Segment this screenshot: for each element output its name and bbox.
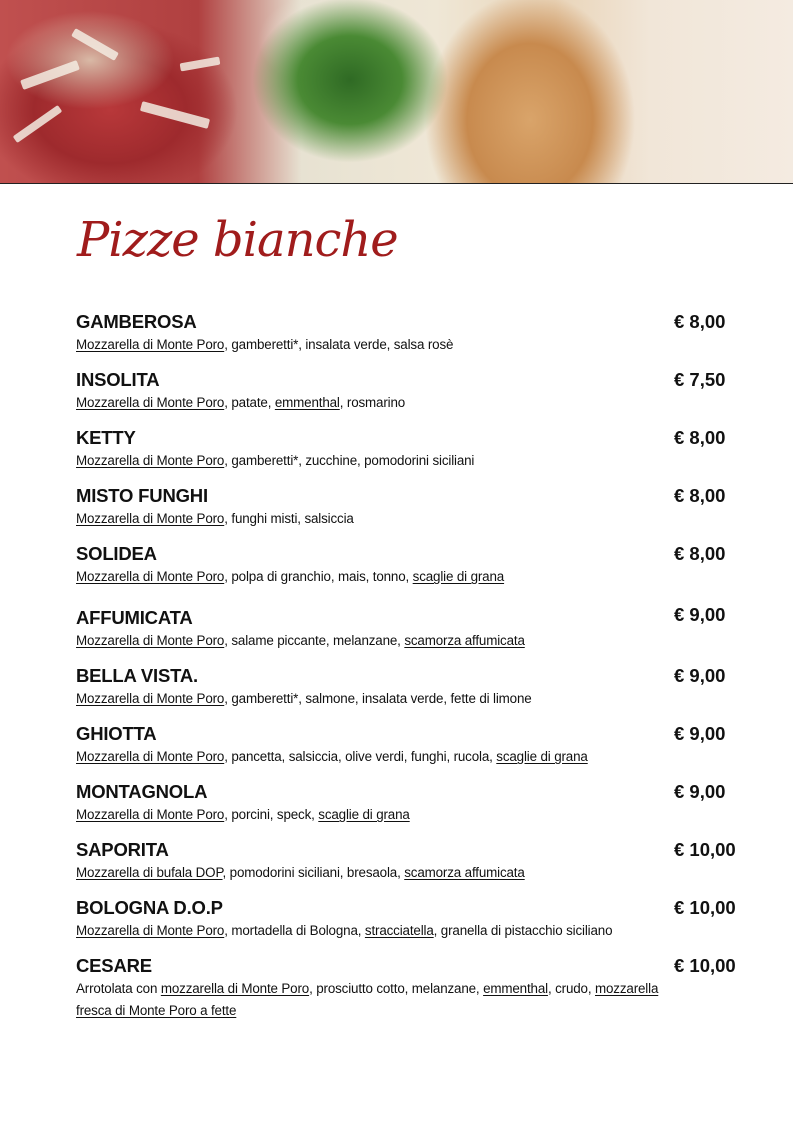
menu-item (76, 780, 746, 838)
item-price: € 8,00 (674, 311, 726, 332)
ingredient-underlined: Mozzarella di Monte Poro (76, 633, 225, 648)
item-description (76, 746, 746, 768)
ingredient-underlined: Mozzarella di Monte Poro (76, 807, 225, 822)
menu-item (76, 722, 746, 780)
ingredient-underlined: Mozzarella di Monte Poro (76, 453, 225, 468)
ingredient-underlined: mozzarella fresca di Monte Poro a fette (76, 981, 659, 1018)
menu-item (76, 606, 746, 664)
item-name: BOLOGNA D.O.P (76, 897, 223, 918)
ingredient-underlined: emmenthal (483, 981, 548, 996)
ingredient-text: , prosciutto cotto, melanzane, (309, 981, 484, 996)
ingredient-underlined: Mozzarella di Monte Poro (76, 691, 225, 706)
ingredient-text: , funghi misti, salsiccia (224, 511, 354, 526)
ingredient-text: , crudo, (547, 981, 595, 996)
menu-item (76, 484, 746, 542)
menu-item (76, 426, 746, 484)
ingredient-text: , gamberetti*, insalata verde, salsa rosè (224, 337, 454, 352)
ingredient-text: , rosmarino (339, 395, 406, 410)
ingredient-underlined: Mozzarella di bufala DOP (76, 865, 223, 880)
item-description (76, 978, 686, 1022)
menu-item (76, 368, 746, 426)
menu-item (76, 310, 746, 368)
ingredient-text: , pomodorini siciliani, bresaola, (222, 865, 405, 880)
ingredient-text: , gamberetti*, zucchine, pomodorini siciliani (224, 453, 475, 468)
item-description (76, 688, 746, 710)
item-price: € 10,00 (674, 839, 736, 860)
item-price: € 8,00 (674, 485, 726, 506)
item-name: INSOLITA (76, 369, 160, 390)
item-description (76, 804, 746, 826)
item-price: € 9,00 (674, 723, 726, 744)
ingredient-text: , gamberetti*, salmone, insalata verde, fette di limone (224, 691, 532, 706)
ingredient-text: , salame piccante, melanzane, (224, 633, 405, 648)
section-title: Pizze bianche (77, 212, 398, 268)
item-description (76, 508, 746, 530)
item-description (76, 862, 746, 884)
ingredient-underlined: scamorza affumicata (404, 865, 525, 880)
ingredient-text: , pancetta, salsiccia, olive verdi, funghi, rucola, (224, 749, 497, 764)
ingredient-underlined: mozzarella di Monte Poro (160, 981, 310, 996)
item-description (76, 566, 746, 588)
item-description (76, 630, 746, 652)
item-name: MISTO FUNGHI (76, 485, 208, 506)
item-name: KETTY (76, 427, 136, 448)
item-price: € 10,00 (674, 897, 736, 918)
ingredient-underlined: Mozzarella di Monte Poro (76, 395, 225, 410)
ingredient-text: , granella di pistacchio siciliano (433, 923, 613, 938)
item-price: € 9,00 (674, 604, 726, 625)
ingredient-underlined: Mozzarella di Monte Poro (76, 511, 225, 526)
item-name: AFFUMICATA (76, 607, 193, 628)
ingredient-underlined: Mozzarella di Monte Poro (76, 923, 225, 938)
item-description (76, 920, 746, 942)
menu-list (76, 310, 746, 1018)
menu-item (76, 664, 746, 722)
item-name: CESARE (76, 955, 152, 976)
ingredient-text: , porcini, speck, (224, 807, 319, 822)
item-description (76, 450, 746, 472)
ingredient-underlined: scaglie di grana (496, 749, 588, 764)
ingredient-underlined: Mozzarella di Monte Poro (76, 569, 225, 584)
ingredient-text: , polpa di granchio, mais, tonno, (224, 569, 413, 584)
item-price: € 7,50 (674, 369, 726, 390)
item-price: € 9,00 (674, 781, 726, 802)
menu-item (76, 954, 746, 1018)
item-name: GAMBEROSA (76, 311, 197, 332)
header-divider (0, 183, 793, 184)
ingredient-text: , patate, (224, 395, 275, 410)
ingredient-underlined: emmenthal (274, 395, 340, 410)
item-name: GHIOTTA (76, 723, 157, 744)
item-price: € 10,00 (674, 955, 736, 976)
menu-item (76, 542, 746, 600)
ingredient-underlined: Mozzarella di Monte Poro (76, 337, 225, 352)
menu-item (76, 896, 746, 954)
ingredient-underlined: stracciatella (364, 923, 434, 938)
menu-item (76, 838, 746, 896)
ingredient-underlined: scamorza affumicata (404, 633, 525, 648)
item-price: € 9,00 (674, 665, 726, 686)
ingredient-text: Arrotolata con (76, 981, 161, 996)
item-name: BELLA VISTA. (76, 665, 198, 686)
item-price: € 8,00 (674, 543, 726, 564)
ingredient-underlined: scaglie di grana (412, 569, 505, 584)
item-description (76, 334, 746, 356)
item-name: SAPORITA (76, 839, 169, 860)
item-name: MONTAGNOLA (76, 781, 208, 802)
item-price: € 8,00 (674, 427, 726, 448)
header-photo-pizza (0, 0, 793, 184)
item-name: SOLIDEA (76, 543, 157, 564)
ingredient-text: , mortadella di Bologna, (224, 923, 365, 938)
ingredient-underlined: scaglie di grana (318, 807, 410, 822)
item-description (76, 392, 746, 414)
ingredient-underlined: Mozzarella di Monte Poro (76, 749, 225, 764)
